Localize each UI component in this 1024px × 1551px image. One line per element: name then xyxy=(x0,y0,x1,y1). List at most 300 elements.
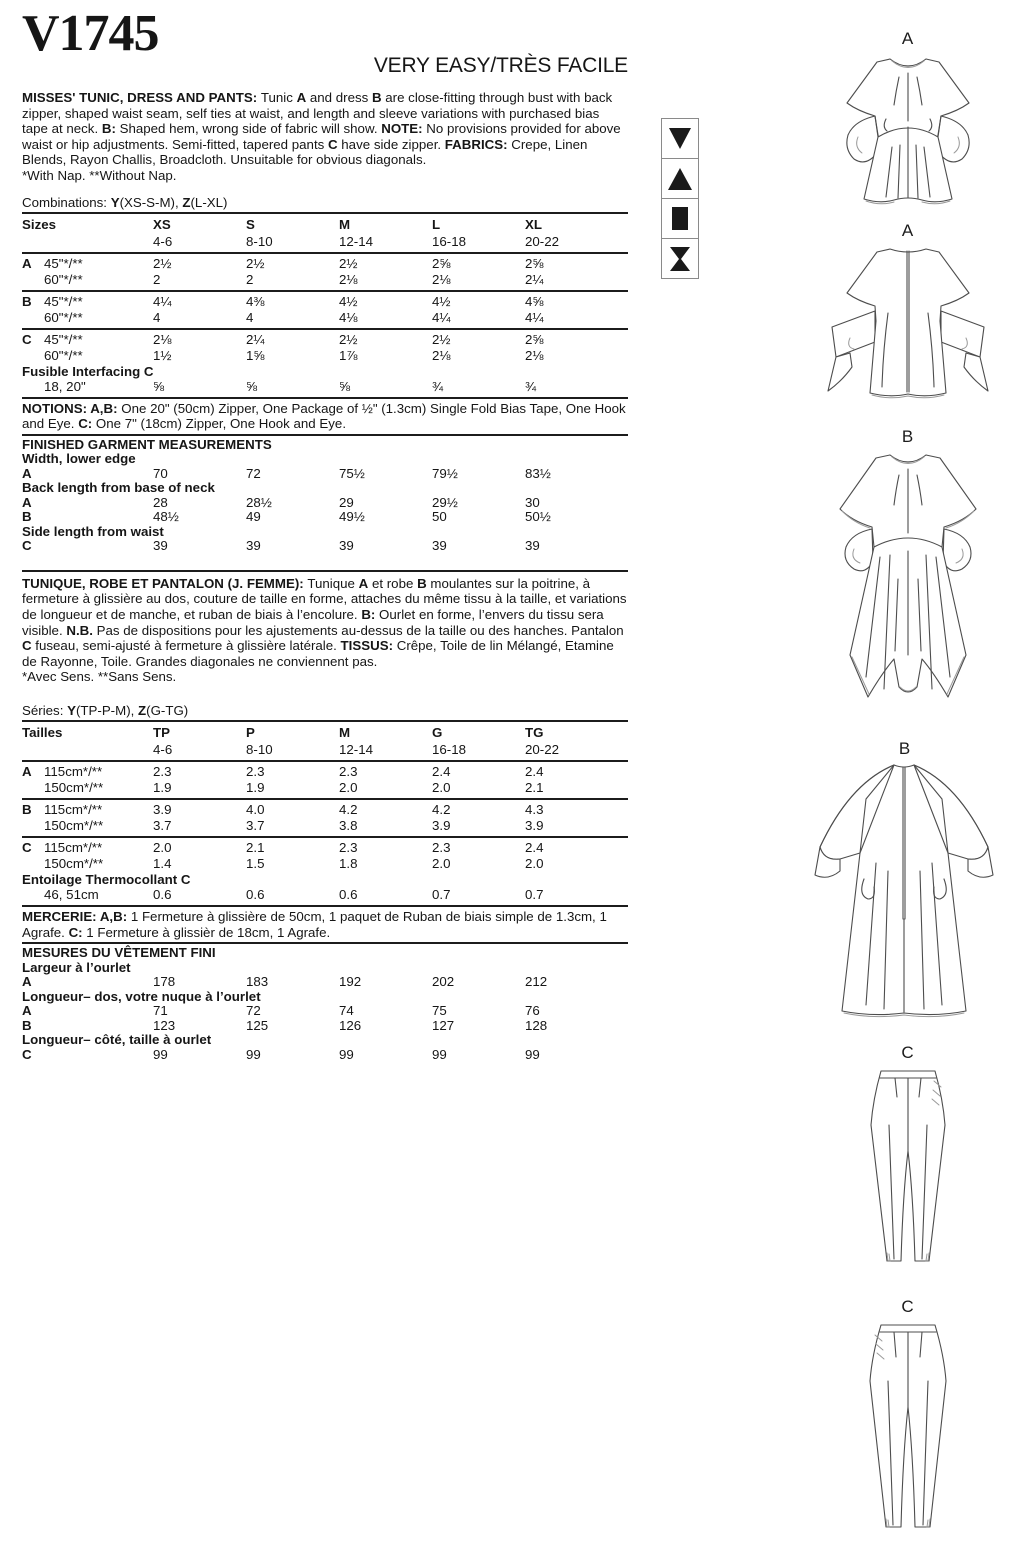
table-cell: M xyxy=(339,216,351,232)
table-cell: 71 xyxy=(153,1003,168,1019)
table-row xyxy=(22,840,628,856)
header xyxy=(22,5,628,80)
table-row xyxy=(22,975,628,990)
divider xyxy=(22,905,628,907)
table-row xyxy=(22,724,628,741)
row-label xyxy=(22,216,153,233)
table-cell: 2½ xyxy=(246,255,265,271)
row-label xyxy=(22,310,153,326)
divider xyxy=(22,760,628,762)
bold-text: B: xyxy=(361,606,376,622)
row-label xyxy=(22,724,153,741)
table-row xyxy=(22,294,628,310)
table-cell: 2⅝ xyxy=(525,255,544,271)
table-row xyxy=(22,818,628,834)
view-label: C xyxy=(901,1043,914,1062)
table-cell: 4.3 xyxy=(525,801,544,817)
table-cell: L xyxy=(432,216,441,232)
row-label xyxy=(22,294,153,310)
finished-measurements-english xyxy=(22,438,628,554)
bold-text: C: xyxy=(78,416,93,432)
table-subheading xyxy=(22,364,628,379)
table-cell: M xyxy=(339,724,351,740)
bold-text: B xyxy=(417,575,427,591)
section-title: MESURES DU VÊTEMENT FINI xyxy=(22,945,216,961)
nap-symbols-column xyxy=(661,119,699,279)
view-letter: A xyxy=(22,465,32,481)
table-cell: 8-10 xyxy=(246,233,273,249)
table-subheading xyxy=(22,872,628,887)
measurement-label: Largeur à l’ourlet xyxy=(22,959,131,975)
table-cell: 3.7 xyxy=(246,817,265,833)
table-cell: 39 xyxy=(153,538,168,554)
table-cell: 29½ xyxy=(432,494,458,510)
measurement-label: Back length from base of neck xyxy=(22,480,215,496)
table-cell: ⅝ xyxy=(339,378,351,394)
row-label-text: 115cm*/** xyxy=(44,839,103,855)
table-cell: TG xyxy=(525,724,544,740)
bold-text: Z xyxy=(138,702,147,718)
section-title: FINISHED GARMENT MEASUREMENTS xyxy=(22,436,272,452)
view-label: A xyxy=(901,29,914,48)
text-column xyxy=(22,0,628,1062)
table-cell: 4¼ xyxy=(153,293,172,309)
table-cell: 2½ xyxy=(339,331,358,347)
yardage-table-french xyxy=(22,720,628,907)
table-row xyxy=(22,233,628,250)
table-cell: 83½ xyxy=(525,465,551,481)
measurement-label: Longueur– côté, taille à ourlet xyxy=(22,1032,212,1048)
text: (TP-P-M), xyxy=(75,702,139,718)
text: 1 Fermeture à glissière de 50cm, 1 paquet de Ruban de biais simple de 1.3cm, 1 Agrafe. xyxy=(22,908,607,940)
tunic-a-front-drawing xyxy=(820,49,995,209)
table-cell: 2⅛ xyxy=(432,271,451,287)
divider xyxy=(22,252,628,254)
row-label xyxy=(22,467,153,482)
triangle-down-icon xyxy=(661,118,699,159)
table-cell: TP xyxy=(153,724,170,740)
table-cell: 0.7 xyxy=(525,886,544,902)
table-cell: 50 xyxy=(432,509,447,525)
text: (XS-S-M), xyxy=(119,194,183,210)
table-cell: 28½ xyxy=(246,494,272,510)
row-label xyxy=(22,1048,153,1063)
view-letter: A xyxy=(22,255,32,271)
row-label-text: 150cm*/** xyxy=(44,855,104,871)
row-label xyxy=(22,348,153,364)
bold-text: C xyxy=(22,638,32,654)
table-cell: 2½ xyxy=(432,331,451,347)
text: Crepe, Linen Blends, Rayon Challis, Broadcloth. Unsuitable for obvious diagonals. xyxy=(22,136,588,168)
bold-text: NOTE: xyxy=(381,121,423,137)
table-cell: 4⅜ xyxy=(246,293,265,309)
view-letter: C xyxy=(22,839,32,855)
french-nap-note: *Avec Sens. **Sans Sens. xyxy=(22,669,177,685)
table-cell: S xyxy=(246,216,255,232)
english-nap-note: *With Nap. **Without Nap. xyxy=(22,167,177,183)
table-cell: 29 xyxy=(339,494,354,510)
table-cell: 2.0 xyxy=(153,839,172,855)
table-cell: 50½ xyxy=(525,509,551,525)
text: Ourlet en forme, l’envers du tissu sera visible. xyxy=(22,606,604,638)
view-label: B xyxy=(901,427,914,446)
bold-text: TUNIQUE, ROBE ET PANTALON (J. FEMME): xyxy=(22,575,308,591)
table-cell: 2⅛ xyxy=(339,271,358,287)
table-cell: 1⅝ xyxy=(246,347,265,363)
text: Séries: xyxy=(22,702,68,718)
bold-text: A xyxy=(358,575,369,591)
table-cell: 20-22 xyxy=(525,741,560,757)
table-cell: 4¼ xyxy=(432,309,451,325)
table-cell: 2⅝ xyxy=(525,331,544,347)
table-cell: 16-18 xyxy=(432,233,467,249)
table-cell: 39 xyxy=(525,538,540,554)
measurement-label: Longueur– dos, votre nuque à l’ourlet xyxy=(22,988,261,1004)
table-cell: 0.6 xyxy=(339,886,358,902)
row-label xyxy=(22,496,153,511)
row-label xyxy=(22,233,153,250)
divider xyxy=(22,942,628,944)
table-cell: 2.0 xyxy=(432,779,451,795)
table-row xyxy=(22,216,628,233)
table-cell: 99 xyxy=(246,1046,261,1062)
table-cell: 2⅛ xyxy=(153,331,172,347)
table-cell: 1½ xyxy=(153,347,172,363)
text: One 20" (50cm) Zipper, One Package of ½" (1.3cm) Single Fold Bias Tape, One Hook and Eye. xyxy=(22,400,626,432)
text: (G-TG) xyxy=(146,702,189,718)
row-label xyxy=(22,1019,153,1034)
row-label xyxy=(22,856,153,872)
table-cell: 212 xyxy=(525,974,548,990)
notions-text xyxy=(22,401,628,432)
table-cell: 1.9 xyxy=(153,779,172,795)
table-cell: 4.0 xyxy=(246,801,265,817)
table-cell: 99 xyxy=(432,1046,447,1062)
view-letter: A xyxy=(22,763,32,779)
pants-c-back-drawing xyxy=(828,1317,988,1535)
table-cell: 4.2 xyxy=(432,801,451,817)
view-letter: B xyxy=(22,801,32,817)
divider xyxy=(22,328,628,330)
row-label xyxy=(22,975,153,990)
row-label xyxy=(22,256,153,272)
table-cell: 3.9 xyxy=(432,817,451,833)
table-row xyxy=(22,1048,628,1063)
table-cell: 76 xyxy=(525,1003,540,1019)
view-label: B xyxy=(898,739,911,758)
row-label-text: 115cm*/** xyxy=(44,801,103,817)
text: 1 Fermeture à glissièr de 18cm, 1 Agrafe. xyxy=(82,924,331,940)
view-label: C xyxy=(901,1297,914,1316)
text: One 7" (18cm) Zipper, One Hook and Eye. xyxy=(92,416,347,432)
bold-text: Z xyxy=(182,194,191,210)
row-label-text: 45"*/** xyxy=(44,331,83,347)
table-cell: ¾ xyxy=(525,378,537,394)
bold-text: C xyxy=(327,136,338,152)
table-cell: 75 xyxy=(432,1003,447,1019)
table-cell: 127 xyxy=(432,1017,455,1033)
view-c-back xyxy=(825,1298,990,1535)
view-label: A xyxy=(901,221,914,240)
table-cell: 3.7 xyxy=(153,817,172,833)
view-letter: Sizes xyxy=(22,216,57,232)
table-cell: P xyxy=(246,724,255,740)
row-label xyxy=(22,332,153,348)
table-cell: 2.4 xyxy=(432,763,451,779)
table-row xyxy=(22,332,628,348)
row-label-text: 150cm*/** xyxy=(44,817,104,833)
bold-text: Y xyxy=(110,194,120,210)
table-row xyxy=(22,496,628,511)
table-cell: 99 xyxy=(525,1046,540,1062)
table-cell: 1.8 xyxy=(339,855,358,871)
pants-c-front-drawing xyxy=(828,1063,988,1268)
table-cell: 2⅛ xyxy=(525,347,544,363)
row-label xyxy=(22,379,153,395)
series-line xyxy=(22,703,628,718)
text: Tunique xyxy=(307,575,359,591)
row-label-text: 60"*/** xyxy=(44,271,83,287)
bold-text: MERCERIE: A,B: xyxy=(22,908,128,924)
view-a-front xyxy=(815,30,1000,209)
table-cell: 2¼ xyxy=(246,331,265,347)
view-letter: B xyxy=(22,1017,32,1033)
table-cell: 0.6 xyxy=(246,886,265,902)
table-cell: 1.9 xyxy=(246,779,265,795)
table-row xyxy=(22,256,628,272)
view-b-front xyxy=(810,428,1005,737)
combinations-line xyxy=(22,195,628,210)
table-cell: 4-6 xyxy=(153,741,173,757)
table-cell: 2⅛ xyxy=(432,347,451,363)
row-label-text: 150cm*/** xyxy=(44,779,104,795)
table-row xyxy=(22,510,628,525)
table-cell: 3.9 xyxy=(153,801,172,817)
table-cell: 72 xyxy=(246,1003,261,1019)
bold-text: N.B. xyxy=(66,622,93,638)
view-c-front xyxy=(825,1044,990,1268)
row-label-text: 45"*/** xyxy=(44,293,83,309)
table-cell: 123 xyxy=(153,1017,176,1033)
table-cell: 4⅛ xyxy=(339,309,358,325)
table-cell: 2.0 xyxy=(432,855,451,871)
table-cell: 3.8 xyxy=(339,817,358,833)
table-row xyxy=(22,272,628,288)
table-cell: XL xyxy=(525,216,542,232)
table-cell: 12-14 xyxy=(339,233,374,249)
divider xyxy=(22,290,628,292)
row-label xyxy=(22,887,153,903)
table-row xyxy=(22,539,628,554)
text: No provisions provided for above waist or hip adjustments. Semi-fitted, tapered pants xyxy=(22,121,621,152)
bold-text: TISSUS: xyxy=(340,638,394,654)
view-letter: C xyxy=(22,538,32,554)
table-row xyxy=(22,467,628,482)
divider xyxy=(22,434,628,436)
english-description xyxy=(22,90,628,168)
table-cell: 12-14 xyxy=(339,741,374,757)
bold-text: C: xyxy=(68,924,83,940)
table-cell: 2.3 xyxy=(339,763,358,779)
bold-text: NOTIONS: A,B: xyxy=(22,400,118,416)
table-cell: 192 xyxy=(339,974,362,990)
table-cell: G xyxy=(432,724,443,740)
row-label-text: 45"*/** xyxy=(44,255,83,271)
row-label xyxy=(22,272,153,288)
table-cell: 4½ xyxy=(432,293,451,309)
text: Tunic xyxy=(260,90,297,105)
table-cell: 4-6 xyxy=(153,233,173,249)
view-a-back xyxy=(815,222,1000,406)
divider xyxy=(22,397,628,399)
table-cell: 125 xyxy=(246,1017,269,1033)
square-icon xyxy=(661,198,699,239)
row-label xyxy=(22,539,153,554)
table-cell: 2½ xyxy=(339,255,358,271)
row-label xyxy=(22,1004,153,1019)
text: et robe xyxy=(368,575,418,591)
hourglass-icon xyxy=(661,238,699,279)
table-cell: 1⅞ xyxy=(339,347,358,363)
row-label xyxy=(22,764,153,780)
table-subheading-text: Fusible Interfacing C xyxy=(22,363,154,379)
table-cell: 2.1 xyxy=(525,779,544,795)
row-label-text: 18, 20" xyxy=(44,378,86,394)
table-cell: 178 xyxy=(153,974,176,990)
text: fuseau, semi-ajusté à fermeture à glissière latérale. xyxy=(31,638,341,654)
text: moulantes sur la poitrine, à fermeture à glissière au dos, couture de taille en forme, attaches du même tissu à la taille, et variations de longueur et de manche, et ruban de biais à l’encolure. xyxy=(22,575,627,622)
table-row xyxy=(22,802,628,818)
row-label xyxy=(22,818,153,834)
table-cell: 2.4 xyxy=(525,763,544,779)
table-cell: 39 xyxy=(339,538,354,554)
table-cell: 3.9 xyxy=(525,817,544,833)
bold-text: Y xyxy=(67,702,76,718)
table-cell: 2½ xyxy=(153,255,172,271)
table-cell: 2.3 xyxy=(339,839,358,855)
table-cell: 1.4 xyxy=(153,855,172,871)
table-cell: 28 xyxy=(153,494,168,510)
divider xyxy=(22,798,628,800)
table-cell: 99 xyxy=(339,1046,354,1062)
table-row xyxy=(22,887,628,903)
view-letter: Tailles xyxy=(22,724,63,740)
text: Shaped hem, wrong side of fabric will show. xyxy=(115,121,382,137)
table-cell: ⅝ xyxy=(246,378,258,394)
row-label xyxy=(22,780,153,796)
row-label-text: 46, 51cm xyxy=(44,886,99,902)
table-cell: 4½ xyxy=(339,293,358,309)
table-cell: 4 xyxy=(246,309,254,325)
view-letter: B xyxy=(22,293,32,309)
table-cell: 2.3 xyxy=(432,839,451,855)
table-cell: XS xyxy=(153,216,171,232)
table-cell: 39 xyxy=(246,538,261,554)
row-label-text: 115cm*/** xyxy=(44,763,103,779)
table-cell: 30 xyxy=(525,494,540,510)
divider xyxy=(22,720,628,722)
french-description xyxy=(22,576,628,670)
divider xyxy=(22,212,628,214)
measurement-label: Side length from waist xyxy=(22,523,164,539)
view-letter: A xyxy=(22,494,32,510)
table-cell: 2.3 xyxy=(153,763,172,779)
dress-b-back-drawing xyxy=(802,759,1007,1021)
row-label-text: 60"*/** xyxy=(44,347,83,363)
table-cell: 183 xyxy=(246,974,269,990)
table-row xyxy=(22,764,628,780)
table-cell: 72 xyxy=(246,465,261,481)
table-cell: 0.6 xyxy=(153,886,172,902)
view-b-back xyxy=(802,740,1007,1021)
bold-text: B: xyxy=(101,121,116,137)
table-cell: 16-18 xyxy=(432,741,467,757)
table-cell: 75½ xyxy=(339,465,365,481)
row-label xyxy=(22,840,153,856)
dress-b-front-drawing xyxy=(810,447,1005,737)
divider xyxy=(22,836,628,838)
table-subheading-text: Entoilage Thermocollant C xyxy=(22,871,191,887)
table-row xyxy=(22,741,628,758)
divider xyxy=(22,570,628,572)
table-cell: 79½ xyxy=(432,465,458,481)
table-cell: 39 xyxy=(432,538,447,554)
bold-text: MISSES' TUNIC, DRESS AND PANTS: xyxy=(22,90,261,105)
table-row xyxy=(22,379,628,395)
bold-text: FABRICS: xyxy=(444,136,508,152)
table-cell: 4 xyxy=(153,309,161,325)
triangle-up-icon xyxy=(661,158,699,199)
table-row xyxy=(22,348,628,364)
table-cell: 70 xyxy=(153,465,168,481)
row-label xyxy=(22,802,153,818)
finished-measurements-french xyxy=(22,946,628,1062)
table-cell: 2.0 xyxy=(525,855,544,871)
table-row xyxy=(22,1004,628,1019)
table-row xyxy=(22,780,628,796)
view-letter: A xyxy=(22,974,32,990)
table-cell: ⅝ xyxy=(153,378,165,394)
text: and dress xyxy=(306,90,372,105)
table-cell: 4¼ xyxy=(525,309,544,325)
table-cell: 202 xyxy=(432,974,455,990)
text: Pas de dispositions pour les ajustements au-dessus de la taille ou des hanches. Pantalon xyxy=(92,622,624,638)
table-cell: ¾ xyxy=(432,378,444,394)
text: are close-fitting through bust with back zipper, shaped waist seam, self ties at waist, and length and sleeve variations with purchased bias tape at neck. xyxy=(22,90,613,137)
tunic-a-back-drawing xyxy=(820,241,995,406)
mercerie-text xyxy=(22,909,628,940)
table-cell: 4⅝ xyxy=(525,293,544,309)
table-cell: 49½ xyxy=(339,509,365,525)
row-label xyxy=(22,510,153,525)
table-cell: 49 xyxy=(246,509,261,525)
table-cell: 2 xyxy=(153,271,161,287)
table-cell: 8-10 xyxy=(246,741,273,757)
yardage-table-english xyxy=(22,212,628,399)
text: Crêpe, Toile de lin Mélangé, Etamine de Rayonne, Toile. Grandes diagonales ne conviennent pas. xyxy=(22,638,614,669)
table-cell: 2.4 xyxy=(525,839,544,855)
table-row xyxy=(22,856,628,872)
table-cell: 4.2 xyxy=(339,801,358,817)
view-letter: A xyxy=(22,1003,32,1019)
table-cell: 2.1 xyxy=(246,839,265,855)
bold-text: A xyxy=(296,90,307,105)
table-cell: 2 xyxy=(246,271,254,287)
text: have side zipper. xyxy=(337,136,445,152)
row-label-text: 60"*/** xyxy=(44,309,83,325)
table-cell: 48½ xyxy=(153,509,179,525)
text: Combinations: xyxy=(22,194,111,210)
